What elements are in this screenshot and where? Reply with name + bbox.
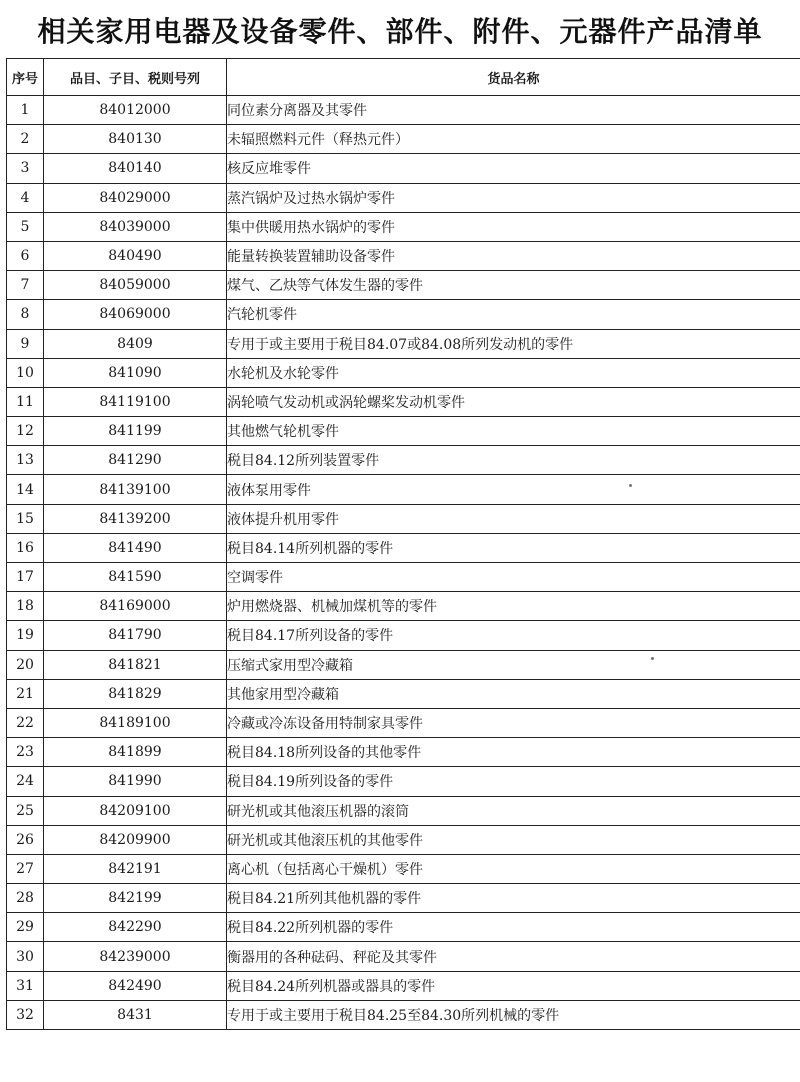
table-row — [7, 96, 800, 125]
row-goods-name: 税目84.18所列设备的其他零件 — [227, 738, 800, 767]
table-row — [7, 563, 800, 592]
row-serial-number: 28 — [7, 884, 44, 913]
table-row — [7, 183, 800, 212]
row-tariff-code: 84239000 — [44, 942, 227, 971]
table-row — [7, 329, 800, 358]
row-tariff-code: 841829 — [44, 679, 227, 708]
row-goods-name: 其他家用型冷藏箱 — [227, 679, 800, 708]
row-serial-number: 21 — [7, 679, 44, 708]
table-row — [7, 767, 800, 796]
row-goods-name: 空调零件 — [227, 563, 800, 592]
row-serial-number: 13 — [7, 446, 44, 475]
row-serial-number: 12 — [7, 417, 44, 446]
row-serial-number: 24 — [7, 767, 44, 796]
table-row — [7, 679, 800, 708]
row-goods-name: 液体提升机用零件 — [227, 504, 800, 533]
row-serial-number: 23 — [7, 738, 44, 767]
row-tariff-code: 84139100 — [44, 475, 227, 504]
row-goods-name: 税目84.24所列机器或器具的零件 — [227, 971, 800, 1000]
table-row — [7, 533, 800, 562]
row-tariff-code: 841490 — [44, 533, 227, 562]
table-row — [7, 300, 800, 329]
table-row — [7, 825, 800, 854]
table-row — [7, 475, 800, 504]
row-serial-number: 15 — [7, 504, 44, 533]
row-serial-number: 3 — [7, 154, 44, 183]
table-row — [7, 854, 800, 883]
row-serial-number: 31 — [7, 971, 44, 1000]
row-tariff-code: 840140 — [44, 154, 227, 183]
row-serial-number: 22 — [7, 708, 44, 737]
row-goods-name: 其他燃气轮机零件 — [227, 417, 800, 446]
table-row — [7, 971, 800, 1000]
row-serial-number: 6 — [7, 241, 44, 270]
row-tariff-code: 8409 — [44, 329, 227, 358]
product-list-table — [6, 58, 800, 1030]
row-serial-number: 4 — [7, 183, 44, 212]
row-serial-number: 32 — [7, 1000, 44, 1029]
row-serial-number: 25 — [7, 796, 44, 825]
row-goods-name: 研光机或其他滚压机器的滚筒 — [227, 796, 800, 825]
table-row — [7, 884, 800, 913]
row-serial-number: 19 — [7, 621, 44, 650]
row-serial-number: 16 — [7, 533, 44, 562]
row-tariff-code: 84209100 — [44, 796, 227, 825]
table-row — [7, 942, 800, 971]
row-tariff-code: 84139200 — [44, 504, 227, 533]
table-body — [7, 96, 800, 1030]
row-goods-name: 冷藏或冷冻设备用特制家具零件 — [227, 708, 800, 737]
row-tariff-code: 841290 — [44, 446, 227, 475]
row-tariff-code: 840130 — [44, 125, 227, 154]
row-serial-number: 30 — [7, 942, 44, 971]
table-row — [7, 446, 800, 475]
row-serial-number: 17 — [7, 563, 44, 592]
row-serial-number: 1 — [7, 96, 44, 125]
row-goods-name: 蒸汽锅炉及过热水锅炉零件 — [227, 183, 800, 212]
row-goods-name: 汽轮机零件 — [227, 300, 800, 329]
table-row — [7, 650, 800, 679]
row-goods-name: 衡器用的各种砝码、秤砣及其零件 — [227, 942, 800, 971]
row-tariff-code: 84039000 — [44, 212, 227, 241]
table-row — [7, 417, 800, 446]
row-tariff-code: 84189100 — [44, 708, 227, 737]
row-tariff-code: 842290 — [44, 913, 227, 942]
table-header-row — [7, 59, 800, 96]
row-tariff-code: 842191 — [44, 854, 227, 883]
table-row — [7, 154, 800, 183]
row-goods-name: 税目84.12所列装置零件 — [227, 446, 800, 475]
table-row — [7, 271, 800, 300]
scan-speck — [651, 657, 654, 660]
row-tariff-code: 84012000 — [44, 96, 227, 125]
table-row — [7, 738, 800, 767]
row-tariff-code: 841590 — [44, 563, 227, 592]
header-tariff-code: 品目、子目、税则号列 — [44, 59, 227, 96]
row-goods-name: 未辐照燃料元件（释热元件） — [227, 125, 800, 154]
row-goods-name: 同位素分离器及其零件 — [227, 96, 800, 125]
row-serial-number: 10 — [7, 358, 44, 387]
row-tariff-code: 84169000 — [44, 592, 227, 621]
row-serial-number: 20 — [7, 650, 44, 679]
document-title: 相关家用电器及设备零件、部件、附件、元器件产品清单 — [37, 15, 763, 48]
row-serial-number: 14 — [7, 475, 44, 504]
row-tariff-code: 84209900 — [44, 825, 227, 854]
row-tariff-code: 842199 — [44, 884, 227, 913]
table-row — [7, 621, 800, 650]
table-row — [7, 241, 800, 270]
row-tariff-code: 841790 — [44, 621, 227, 650]
row-goods-name: 煤气、乙炔等气体发生器的零件 — [227, 271, 800, 300]
row-serial-number: 2 — [7, 125, 44, 154]
row-tariff-code: 84069000 — [44, 300, 227, 329]
row-serial-number: 29 — [7, 913, 44, 942]
row-goods-name: 水轮机及水轮零件 — [227, 358, 800, 387]
row-serial-number: 7 — [7, 271, 44, 300]
table-row — [7, 1000, 800, 1029]
row-goods-name: 专用于或主要用于税目84.25至84.30所列机械的零件 — [227, 1000, 800, 1029]
row-serial-number: 27 — [7, 854, 44, 883]
row-serial-number: 9 — [7, 329, 44, 358]
row-goods-name: 炉用燃烧器、机械加煤机等的零件 — [227, 592, 800, 621]
row-goods-name: 税目84.21所列其他机器的零件 — [227, 884, 800, 913]
row-serial-number: 5 — [7, 212, 44, 241]
row-serial-number: 8 — [7, 300, 44, 329]
table-row — [7, 708, 800, 737]
table-row — [7, 592, 800, 621]
row-tariff-code: 841899 — [44, 738, 227, 767]
table-row — [7, 387, 800, 416]
row-tariff-code: 8431 — [44, 1000, 227, 1029]
row-goods-name: 集中供暖用热水锅炉的零件 — [227, 212, 800, 241]
table-row — [7, 212, 800, 241]
row-tariff-code: 842490 — [44, 971, 227, 1000]
row-goods-name: 离心机（包括离心干燥机）零件 — [227, 854, 800, 883]
row-tariff-code: 84029000 — [44, 183, 227, 212]
header-goods-name: 货品名称 — [227, 59, 800, 96]
row-tariff-code: 841090 — [44, 358, 227, 387]
table-row — [7, 796, 800, 825]
row-tariff-code: 84059000 — [44, 271, 227, 300]
row-goods-name: 税目84.22所列机器的零件 — [227, 913, 800, 942]
row-tariff-code: 841199 — [44, 417, 227, 446]
row-tariff-code: 841990 — [44, 767, 227, 796]
row-goods-name: 税目84.14所列机器的零件 — [227, 533, 800, 562]
row-goods-name: 专用于或主要用于税目84.07或84.08所列发动机的零件 — [227, 329, 800, 358]
row-goods-name: 压缩式家用型冷藏箱 — [227, 650, 800, 679]
row-tariff-code: 84119100 — [44, 387, 227, 416]
row-goods-name: 液体泵用零件 — [227, 475, 800, 504]
table-row — [7, 125, 800, 154]
header-serial-number: 序号 — [7, 59, 44, 96]
row-serial-number: 26 — [7, 825, 44, 854]
table-row — [7, 504, 800, 533]
row-goods-name: 核反应堆零件 — [227, 154, 800, 183]
row-goods-name: 能量转换装置辅助设备零件 — [227, 241, 800, 270]
row-goods-name: 税目84.17所列设备的零件 — [227, 621, 800, 650]
row-goods-name: 税目84.19所列设备的零件 — [227, 767, 800, 796]
table-row — [7, 358, 800, 387]
row-tariff-code: 841821 — [44, 650, 227, 679]
row-goods-name: 研光机或其他滚压机的其他零件 — [227, 825, 800, 854]
row-goods-name: 涡轮喷气发动机或涡轮螺桨发动机零件 — [227, 387, 800, 416]
row-serial-number: 11 — [7, 387, 44, 416]
table-row — [7, 913, 800, 942]
scan-speck — [629, 484, 632, 487]
row-serial-number: 18 — [7, 592, 44, 621]
row-tariff-code: 840490 — [44, 241, 227, 270]
